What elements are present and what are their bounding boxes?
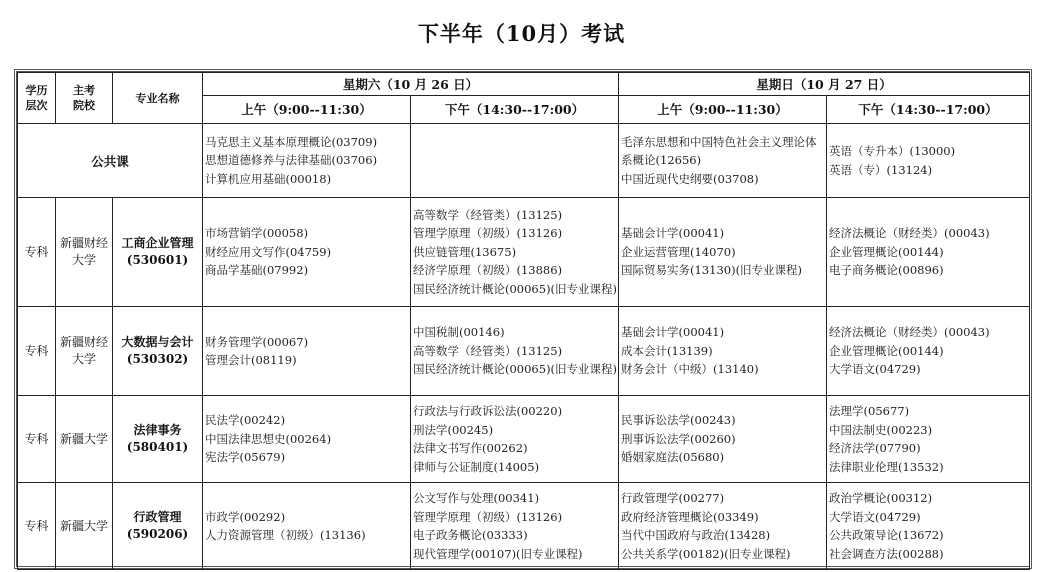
course-item: 经济法概论（财经类）(00043) [829, 325, 990, 340]
course-item: 市场营销学(00058) [205, 226, 309, 241]
course-item: 管理学原理（初级）(13126) [413, 226, 563, 241]
course-item: 政府经济管理概论(03349) [621, 509, 759, 524]
course-item: 国民经济统计概论(00065)(旧专业课程) [413, 362, 618, 377]
major-code: (530601) [126, 253, 189, 267]
school-line: 大学 [71, 253, 96, 267]
cell-sun-pm [827, 198, 1030, 307]
school-line: 新疆大学 [59, 518, 108, 533]
course-item: 公共关系学(00182)(旧专业课程) [621, 546, 791, 561]
school-cell [56, 307, 113, 396]
course-item: 毛泽东思想和中国特色社会主义理论体系概论(12656) [621, 134, 817, 168]
course-item: 企业管理概论(00144) [829, 244, 944, 259]
course-item: 中国近现代史纲要(03708) [621, 171, 759, 186]
course-item: 英语（专升本）(13000) [829, 144, 956, 158]
course-item: 经济法学(07790) [829, 441, 921, 455]
course-item: 经济学原理（初级）(13886) [413, 263, 563, 278]
cell-sat-am [203, 198, 411, 307]
course-item: 管理学原理（初级）(13126) [413, 509, 563, 524]
course-item: 基础会计学(00041) [621, 226, 725, 241]
school-cell [56, 483, 113, 570]
header-sat-am: 上午（9:00--11:30） [203, 96, 411, 124]
cell-sat-am [203, 483, 411, 570]
course-item: 大学语文(04729) [829, 362, 921, 377]
exam-schedule-table [17, 72, 1030, 570]
cell-sat-pm [411, 483, 619, 570]
cell-sun-am [619, 396, 827, 483]
course-item: 财务管理学(00067) [205, 334, 309, 349]
cell-sat-am [203, 396, 411, 483]
header-level [18, 73, 56, 124]
level-cell: 专科 [18, 396, 56, 483]
course-item: 经济法概论（财经类）(00043) [829, 226, 990, 241]
cell-sat-pm [411, 198, 619, 307]
course-item: 现代管理学(00107)(旧专业课程) [413, 546, 583, 561]
cell-sun-am [619, 198, 827, 307]
course-item: 电子政务概论(03333) [413, 528, 528, 542]
course-item: 公文写作与处理(00341) [413, 491, 540, 505]
course-item: 计算机应用基础(00018) [205, 171, 332, 186]
major-cell [113, 307, 203, 396]
cell-sun-pm [827, 307, 1030, 396]
course-item: 行政管理学(00277) [621, 491, 725, 505]
school-line: 新疆财经 [59, 335, 108, 349]
course-item: 财务会计（中级）(13140) [621, 362, 759, 377]
major-cell [113, 198, 203, 307]
school-cell [56, 396, 113, 483]
major-code: (580401) [126, 440, 189, 454]
course-item: 刑事诉讼法学(00260) [621, 431, 736, 446]
course-item: 宪法学(05679) [205, 450, 286, 465]
header-sat-pm: 下午（14:30--17:00） [411, 96, 619, 124]
school-line: 新疆财经 [59, 236, 108, 250]
table-row [18, 483, 1030, 570]
school-line: 新疆大学 [59, 431, 108, 446]
level-cell: 专科 [18, 483, 56, 570]
major-name: 行政管理 [133, 510, 182, 524]
cell-sat-pm [411, 307, 619, 396]
course-item: 中国税制(00146) [413, 325, 505, 340]
course-item: 中国法制史(00223) [829, 422, 933, 437]
course-item: 民事诉讼法学(00243) [621, 413, 736, 428]
course-item: 企业运营管理(14070) [621, 244, 736, 259]
public-course-label: 公共课 [18, 124, 203, 198]
table-row [18, 307, 1030, 396]
header-sun-pm: 下午（14:30--17:00） [827, 96, 1030, 124]
course-item: 基础会计学(00041) [621, 325, 725, 340]
course-item: 高等数学（经管类）(13125) [413, 207, 563, 222]
header-school-line: 主考 [73, 84, 95, 97]
course-item: 中国法律思想史(00264) [205, 431, 332, 446]
cell-sun-pm [827, 124, 1030, 198]
major-name: 大数据与会计 [121, 335, 194, 349]
course-item: 财经应用文写作(04759) [205, 244, 332, 259]
cell-sun-pm [827, 483, 1030, 570]
header-saturday: 星期六（10 月 26 日） [203, 73, 619, 96]
cell-sun-am [619, 124, 827, 198]
course-item: 国际贸易实务(13130)(旧专业课程) [621, 263, 803, 278]
course-item: 社会调查方法(00288) [829, 546, 944, 561]
school-line: 大学 [71, 352, 96, 366]
cell-sat-pm [411, 396, 619, 483]
course-item: 人力资源管理（初级）(13136) [205, 528, 366, 542]
level-cell: 专科 [18, 198, 56, 307]
major-name: 法律事务 [133, 423, 182, 437]
course-item: 思想道德修养与法律基础(03706) [205, 153, 378, 168]
course-item: 高等数学（经管类）(13125) [413, 343, 563, 358]
cell-sun-am [619, 307, 827, 396]
course-item: 供应链管理(13675) [413, 244, 517, 259]
cell-sat-am [203, 307, 411, 396]
course-item: 婚姻家庭法(05680) [621, 450, 725, 465]
page-title: 下半年（10月）考试 [417, 21, 626, 46]
course-item: 民法学(00242) [205, 413, 286, 428]
header-major: 专业名称 [113, 73, 203, 124]
course-item: 马克思主义基本原理概论(03709) [205, 134, 378, 149]
course-item: 行政法与行政诉讼法(00220) [413, 404, 563, 418]
table-row [18, 198, 1030, 307]
header-sunday: 星期日（10 月 27 日） [619, 73, 1030, 96]
course-item: 律师与公证制度(14005) [413, 459, 540, 474]
header-level-line: 学历 [25, 84, 48, 97]
table-row [18, 396, 1030, 483]
major-name: 工商企业管理 [121, 236, 194, 250]
course-item: 刑法学(00245) [413, 422, 494, 437]
cell-sun-am [619, 483, 827, 570]
header-school-line: 院校 [73, 99, 95, 112]
cell-sat-pm [411, 124, 619, 198]
header-level-line: 层次 [25, 99, 48, 112]
course-item: 英语（专）(13124) [829, 162, 933, 177]
course-item: 管理会计(08119) [205, 353, 297, 367]
major-code: (530302) [126, 352, 189, 366]
school-cell [56, 198, 113, 307]
course-item: 企业管理概论(00144) [829, 343, 944, 358]
course-item: 电子商务概论(00896) [829, 263, 944, 278]
level-cell: 专科 [18, 307, 56, 396]
cell-sat-am [203, 124, 411, 198]
course-item: 法律职业伦理(13532) [829, 459, 944, 474]
course-item: 市政学(00292) [205, 509, 286, 524]
header-sun-am: 上午（9:00--11:30） [619, 96, 827, 124]
header-school [56, 73, 113, 124]
course-item: 法理学(05677) [829, 404, 910, 418]
course-item: 商品学基础(07992) [205, 263, 309, 278]
course-item: 当代中国政府与政治(13428) [621, 528, 771, 542]
table-row-public [18, 124, 1030, 198]
course-item: 法律文书写作(00262) [413, 441, 528, 455]
major-cell [113, 483, 203, 570]
course-item: 政治学概论(00312) [829, 491, 933, 505]
course-item: 公共政策导论(13672) [829, 528, 944, 542]
major-code: (590206) [126, 527, 189, 541]
course-item: 大学语文(04729) [829, 509, 921, 524]
major-cell [113, 396, 203, 483]
course-item: 成本会计(13139) [621, 343, 713, 358]
cell-sun-pm [827, 396, 1030, 483]
course-item: 国民经济统计概论(00065)(旧专业课程) [413, 281, 618, 296]
